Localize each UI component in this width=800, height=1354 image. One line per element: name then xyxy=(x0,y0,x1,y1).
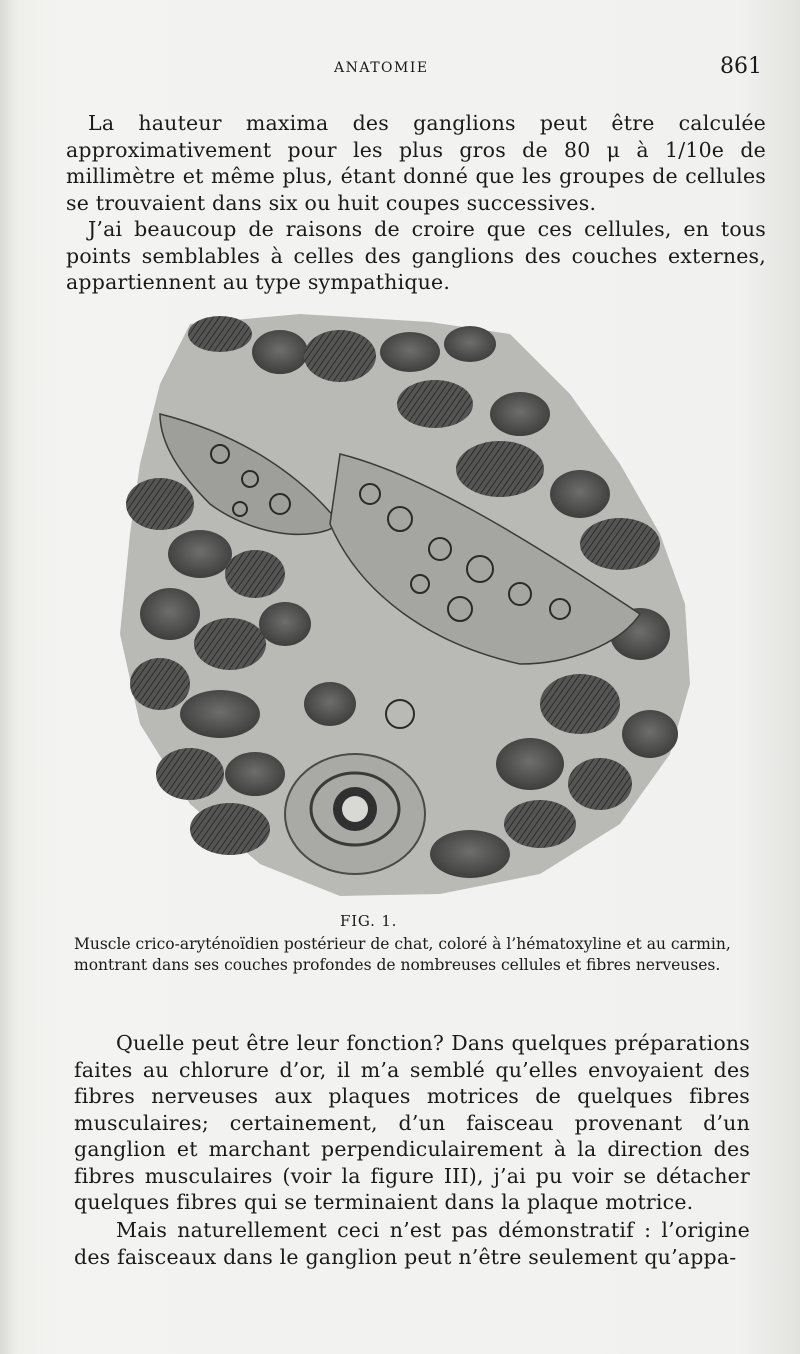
paragraph-not-demonstrative: Mais naturellement ceci n’est pas démonstratif : l’origine des faisceaux dans le ganglion peut n’être seulement qu’appa- xyxy=(74,1218,750,1269)
paragraph-function: Quelle peut être leur fonction? Dans quelques préparations faites au chlorure d’or, il m’a semblé qu’elles envoyaient des fibres nerveuses aux plaques motrices de quelques fibres musculaires; certainement, d’un faisceau provenant d’un ganglion et marchant perpendiculairement à la direction des fibres musculaires (voir la figure III), j’ai pu voir se détacher quelques fibres qui se terminaient dans la plaque motrice. xyxy=(74,1031,750,1214)
muscle-section-illustration xyxy=(100,304,700,900)
figure-label: FIG. 1. xyxy=(340,912,398,930)
histology-figure xyxy=(100,304,700,900)
figure-caption: Muscle crico-aryténoïdien postérieur de chat, coloré à l’hématoxyline et au carmin, montrant dans ses couches profondes de nombreuses cellules et fibres nerveuses. xyxy=(74,935,731,974)
paragraph-ganglion-height: La hauteur maxima des ganglions peut être calculée approximativement pour les plus gros de 80 μ à 1/10e de millimètre et même plus, étant donné que les groupes de cellules se trouvaient dans six ou huit coupes successives. xyxy=(66,111,766,215)
running-head-title: ANATOMIE xyxy=(334,60,429,76)
running-head xyxy=(60,54,770,84)
paragraph-sympathetic-type: J’ai beaucoup de raisons de croire que ces cellules, en tous points semblables à celles des ganglions des couches externes, appartiennent au type sympathique. xyxy=(66,217,766,294)
blood-vessel xyxy=(285,754,425,874)
page-number: 861 xyxy=(720,54,762,79)
